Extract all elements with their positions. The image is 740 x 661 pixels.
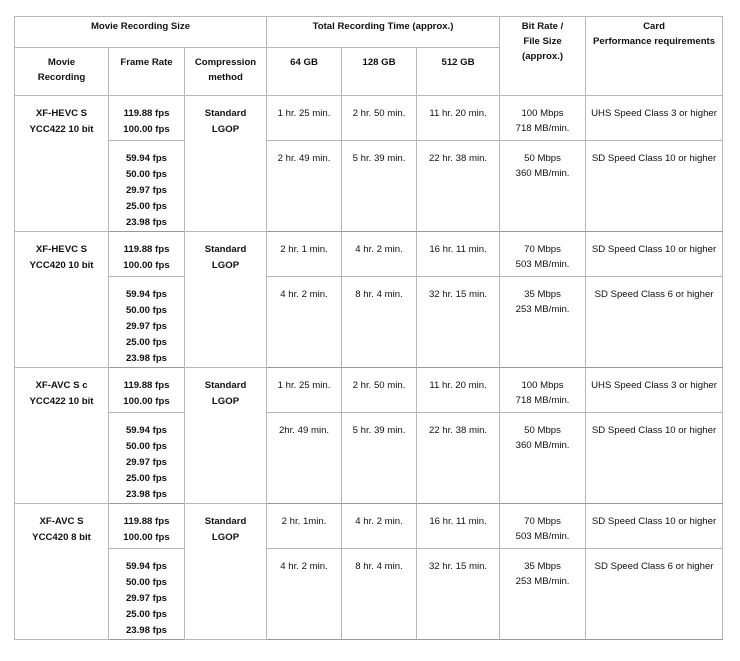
table-row: [15, 504, 723, 549]
movie-recording-cell: [15, 504, 109, 640]
recording-time-512gb-cell: 22 hr. 38 min.: [417, 141, 500, 232]
frame-rate-line: 119.88 fps: [123, 380, 170, 391]
recording-time-64gb-cell: 2 hr. 1 min.: [267, 232, 342, 277]
table-row: [15, 232, 723, 277]
bit-rate-cell: [500, 96, 586, 141]
frame-rate-line: 50.00 fps: [125, 577, 168, 588]
movie-recording-line: XF-AVC S: [39, 516, 84, 527]
header-card-line-2: Performance requirements: [592, 36, 716, 47]
bit-rate-line: 50 Mbps: [524, 153, 561, 164]
bit-rate-line: 253 MB/min.: [515, 576, 570, 587]
frame-rate-line: 29.97 fps: [125, 321, 168, 332]
recording-time-512gb-cell: 16 hr. 11 min.: [417, 232, 500, 277]
frame-rate-line: 59.94 fps: [125, 561, 168, 572]
recording-time-128gb-cell: 8 hr. 4 min.: [342, 549, 417, 640]
bit-rate-line: 50 Mbps: [524, 425, 561, 436]
bit-rate-cell: [500, 504, 586, 549]
bit-rate-cell: [500, 277, 586, 368]
movie-recording-cell: [15, 232, 109, 368]
frame-rate-line: 29.97 fps: [125, 185, 168, 196]
table-row: [15, 368, 723, 413]
recording-time-512gb-cell: 11 hr. 20 min.: [417, 368, 500, 413]
compression-line: Standard: [204, 380, 247, 391]
frame-rate-line: 59.94 fps: [125, 289, 168, 300]
bit-rate-line: 503 MB/min.: [515, 259, 570, 270]
header-64gb: 64 GB: [267, 48, 342, 96]
movie-recording-line: YCC422 10 bit: [29, 396, 94, 407]
frame-rate-line: 29.97 fps: [125, 593, 168, 604]
compression-cell: [185, 504, 267, 640]
recording-time-512gb-cell: 22 hr. 38 min.: [417, 413, 500, 504]
recording-spec-table-container: [14, 16, 723, 640]
header-card: [586, 17, 723, 96]
bit-rate-line: 718 MB/min.: [515, 395, 570, 406]
frame-rate-line: 29.97 fps: [125, 457, 168, 468]
movie-recording-line: YCC422 10 bit: [29, 124, 94, 135]
recording-time-128gb-cell: 8 hr. 4 min.: [342, 277, 417, 368]
header-compression-line-2: method: [208, 72, 243, 83]
frame-rate-line: 119.88 fps: [123, 244, 170, 255]
table-row: [15, 141, 723, 232]
frame-rate-line: 50.00 fps: [125, 169, 168, 180]
recording-time-64gb-cell: 1 hr. 25 min.: [267, 368, 342, 413]
recording-time-128gb-cell: 2 hr. 50 min.: [342, 368, 417, 413]
recording-time-64gb-cell: 2hr. 49 min.: [267, 413, 342, 504]
table-row: [15, 413, 723, 504]
bit-rate-cell: [500, 413, 586, 504]
recording-time-64gb-cell: 4 hr. 2 min.: [267, 549, 342, 640]
frame-rate-line: 100.00 fps: [123, 532, 170, 543]
frame-rate-cell: [109, 413, 185, 504]
frame-rate-line: 50.00 fps: [125, 441, 168, 452]
table-body: [15, 96, 723, 640]
frame-rate-line: 23.98 fps: [125, 353, 168, 364]
frame-rate-cell: [109, 277, 185, 368]
frame-rate-line: 23.98 fps: [125, 489, 168, 500]
compression-line: LGOP: [211, 396, 240, 407]
movie-recording-line: YCC420 10 bit: [29, 260, 94, 271]
frame-rate-line: 23.98 fps: [125, 625, 168, 636]
header-512gb: 512 GB: [417, 48, 500, 96]
bit-rate-line: 253 MB/min.: [515, 304, 570, 315]
bit-rate-line: 35 Mbps: [524, 289, 561, 300]
frame-rate-line: 25.00 fps: [125, 609, 168, 620]
recording-time-128gb-cell: 5 hr. 39 min.: [342, 413, 417, 504]
recording-time-64gb-cell: 4 hr. 2 min.: [267, 277, 342, 368]
frame-rate-cell: [109, 368, 185, 413]
frame-rate-line: 59.94 fps: [125, 425, 168, 436]
frame-rate-cell: [109, 141, 185, 232]
recording-spec-table: [14, 16, 723, 640]
bit-rate-cell: [500, 549, 586, 640]
card-requirement-cell: SD Speed Class 10 or higher: [586, 232, 723, 277]
header-128gb: 128 GB: [342, 48, 417, 96]
header-bit-rate-line-3: (approx.): [522, 51, 564, 62]
compression-line: LGOP: [211, 260, 240, 271]
header-frame-rate: Frame Rate: [109, 48, 185, 96]
recording-time-64gb-cell: 1 hr. 25 min.: [267, 96, 342, 141]
frame-rate-cell: [109, 96, 185, 141]
recording-time-128gb-cell: 4 hr. 2 min.: [342, 232, 417, 277]
header-movie-recording: [15, 48, 109, 96]
bit-rate-line: 70 Mbps: [524, 516, 561, 527]
table-row: [15, 277, 723, 368]
movie-recording-cell: [15, 368, 109, 504]
frame-rate-line: 119.88 fps: [123, 516, 170, 527]
bit-rate-line: 100 Mbps: [521, 380, 564, 391]
recording-time-128gb-cell: 4 hr. 2 min.: [342, 504, 417, 549]
header-bit-rate-line-1: Bit Rate /: [521, 21, 564, 32]
compression-line: Standard: [204, 516, 247, 527]
card-requirement-cell: SD Speed Class 6 or higher: [586, 277, 723, 368]
header-compression-method: [185, 48, 267, 96]
frame-rate-cell: [109, 232, 185, 277]
bit-rate-line: 35 Mbps: [524, 561, 561, 572]
compression-cell: [185, 232, 267, 368]
header-movie-recording-size: Movie Recording Size: [15, 17, 267, 48]
bit-rate-cell: [500, 232, 586, 277]
recording-time-64gb-cell: 2 hr. 1min.: [267, 504, 342, 549]
header-total-recording-time: Total Recording Time (approx.): [267, 17, 500, 48]
header-movie-recording-line-1: Movie: [47, 57, 76, 68]
frame-rate-cell: [109, 504, 185, 549]
bit-rate-line: 503 MB/min.: [515, 531, 570, 542]
card-requirement-cell: SD Speed Class 6 or higher: [586, 549, 723, 640]
compression-cell: [185, 96, 267, 232]
compression-cell: [185, 368, 267, 504]
frame-rate-line: 100.00 fps: [123, 124, 170, 135]
recording-time-512gb-cell: 11 hr. 20 min.: [417, 96, 500, 141]
header-compression-line-1: Compression: [194, 57, 257, 68]
compression-line: Standard: [204, 108, 247, 119]
frame-rate-line: 119.88 fps: [123, 108, 170, 119]
movie-recording-cell: [15, 96, 109, 232]
card-requirement-cell: UHS Speed Class 3 or higher: [586, 368, 723, 413]
recording-time-64gb-cell: 2 hr. 49 min.: [267, 141, 342, 232]
bit-rate-cell: [500, 368, 586, 413]
header-bit-rate: [500, 17, 586, 96]
compression-line: LGOP: [211, 124, 240, 135]
table-row: [15, 549, 723, 640]
compression-line: Standard: [204, 244, 247, 255]
movie-recording-line: YCC420 8 bit: [32, 532, 91, 543]
frame-rate-line: 50.00 fps: [125, 305, 168, 316]
header-bit-rate-line-2: File Size: [523, 36, 562, 47]
card-requirement-cell: SD Speed Class 10 or higher: [586, 141, 723, 232]
bit-rate-line: 360 MB/min.: [515, 440, 570, 451]
recording-time-128gb-cell: 5 hr. 39 min.: [342, 141, 417, 232]
frame-rate-line: 100.00 fps: [123, 260, 170, 271]
recording-time-512gb-cell: 32 hr. 15 min.: [417, 549, 500, 640]
movie-recording-line: XF-HEVC S: [35, 244, 88, 255]
frame-rate-line: 100.00 fps: [123, 396, 170, 407]
card-requirement-cell: UHS Speed Class 3 or higher: [586, 96, 723, 141]
header-row-1: [15, 17, 723, 48]
header-movie-recording-line-2: Recording: [37, 72, 86, 83]
card-requirement-cell: SD Speed Class 10 or higher: [586, 504, 723, 549]
frame-rate-line: 25.00 fps: [125, 473, 168, 484]
frame-rate-cell: [109, 549, 185, 640]
header-card-line-1: Card: [643, 21, 665, 32]
bit-rate-line: 360 MB/min.: [515, 168, 570, 179]
card-requirement-cell: SD Speed Class 10 or higher: [586, 413, 723, 504]
compression-line: LGOP: [211, 532, 240, 543]
recording-time-512gb-cell: 32 hr. 15 min.: [417, 277, 500, 368]
frame-rate-line: 59.94 fps: [125, 153, 168, 164]
movie-recording-line: XF-HEVC S: [35, 108, 88, 119]
table-row: [15, 96, 723, 141]
bit-rate-line: 718 MB/min.: [515, 123, 570, 134]
bit-rate-cell: [500, 141, 586, 232]
movie-recording-line: XF-AVC S c: [35, 380, 88, 391]
bit-rate-line: 70 Mbps: [524, 244, 561, 255]
recording-time-512gb-cell: 16 hr. 11 min.: [417, 504, 500, 549]
recording-time-128gb-cell: 2 hr. 50 min.: [342, 96, 417, 141]
frame-rate-line: 25.00 fps: [125, 201, 168, 212]
frame-rate-line: 23.98 fps: [125, 217, 168, 228]
frame-rate-line: 25.00 fps: [125, 337, 168, 348]
bit-rate-line: 100 Mbps: [521, 108, 564, 119]
